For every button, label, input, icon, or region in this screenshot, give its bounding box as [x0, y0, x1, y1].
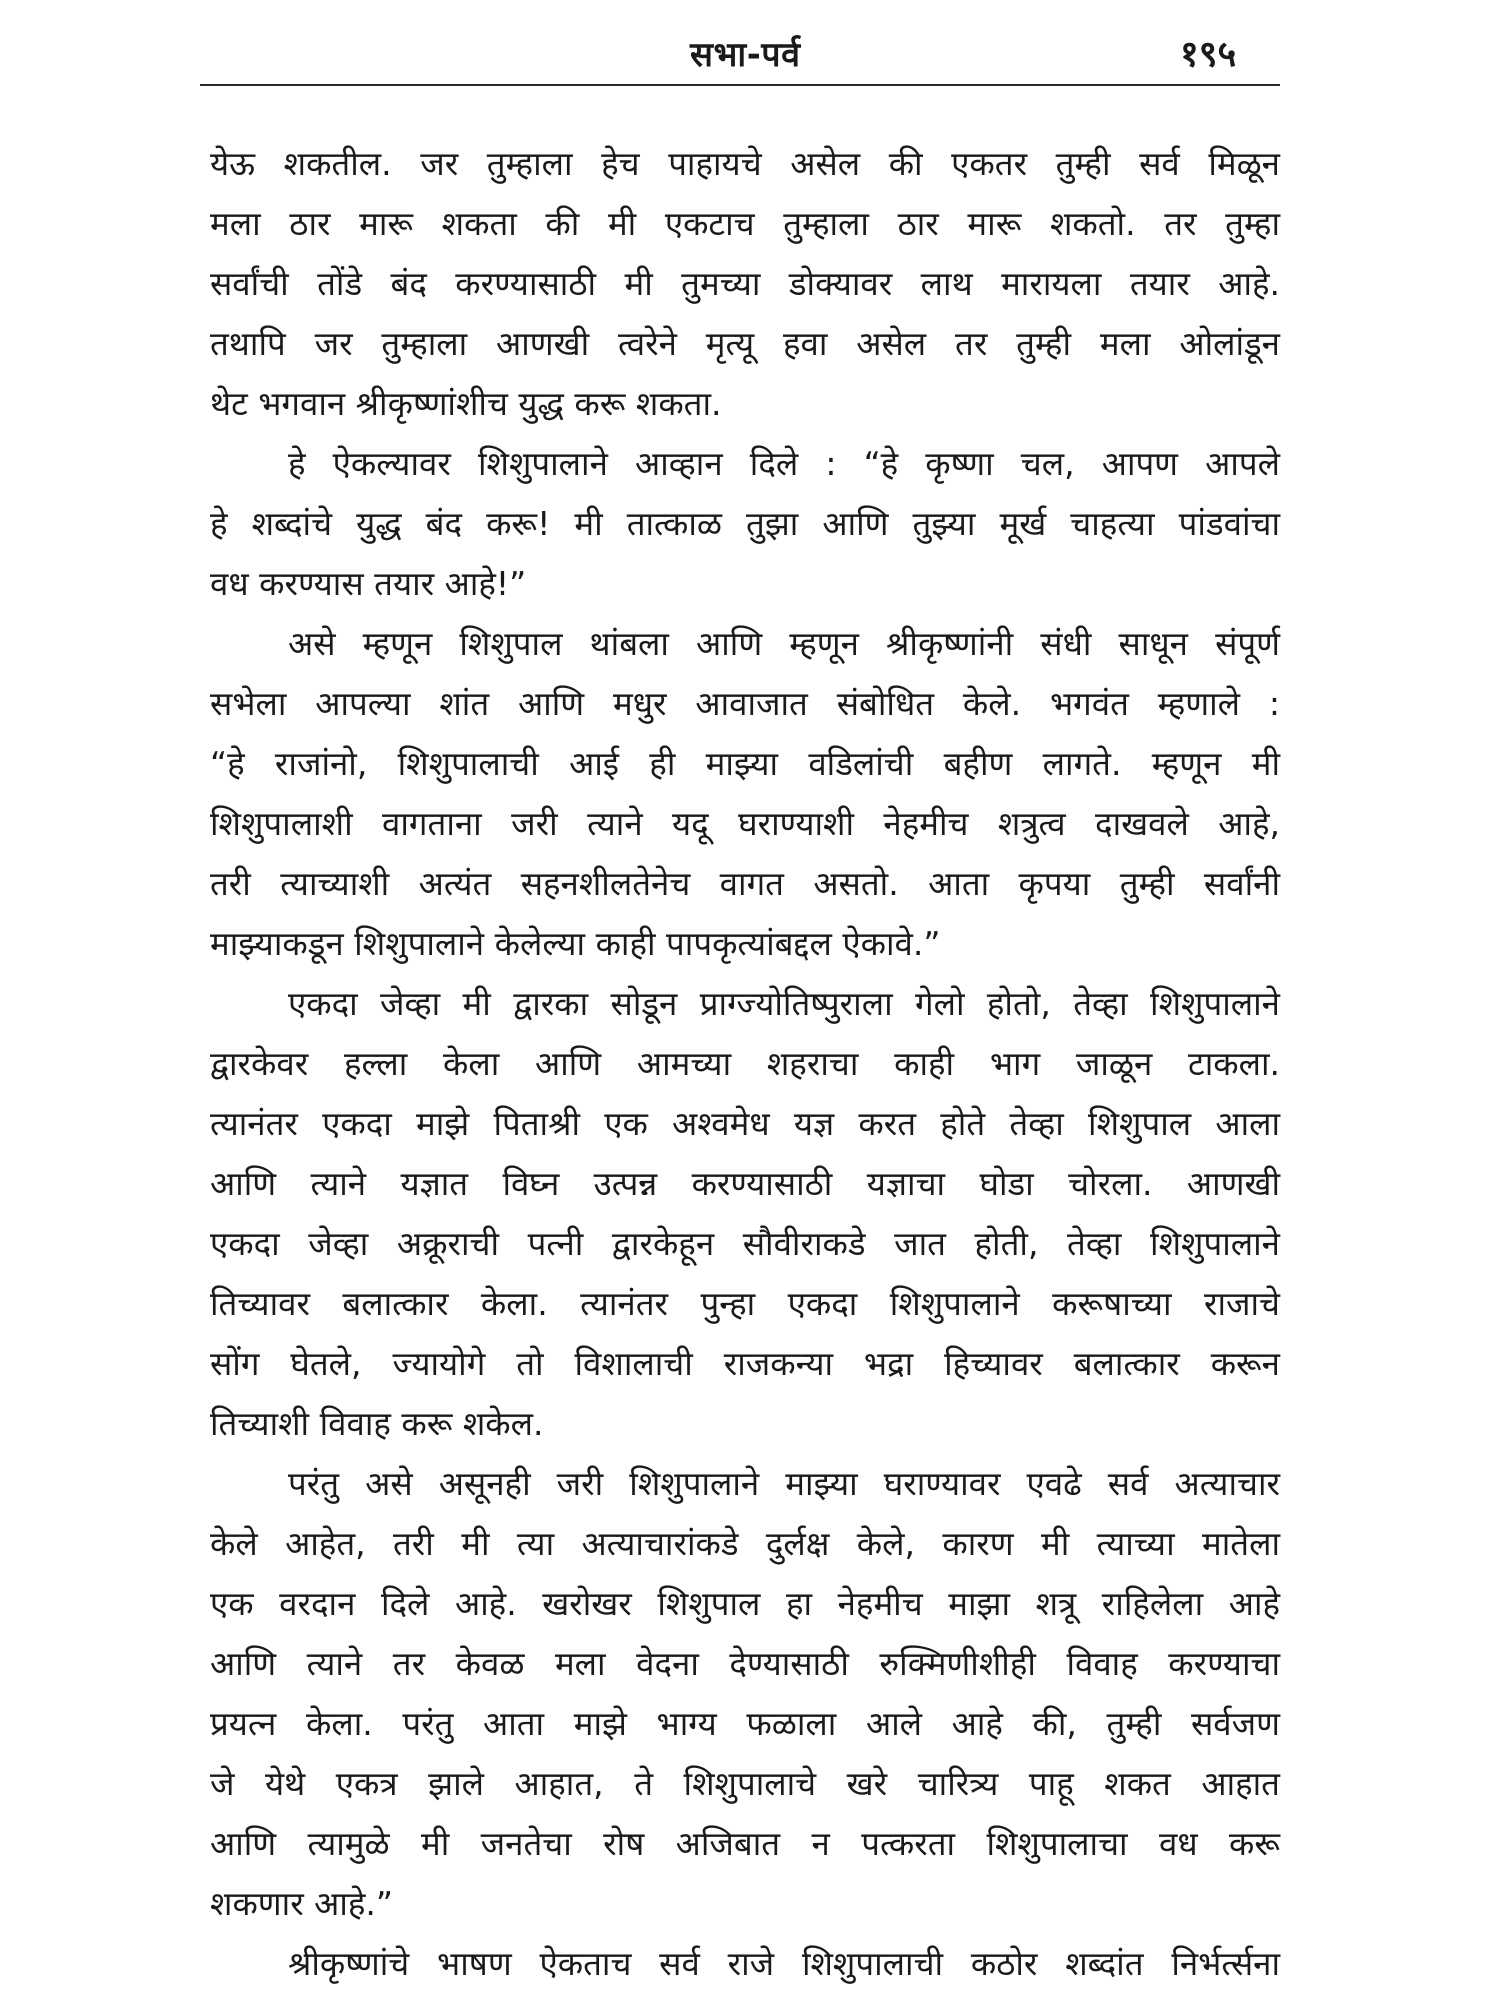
page-number: १९५ — [1180, 34, 1237, 75]
chapter-title: सभा-पर्व — [690, 35, 801, 75]
text-line: वध करण्यास तयार आहे!” — [210, 564, 527, 603]
text-line: हे शब्दांचे युद्ध बंद करू! मी तात्काळ तुझा आणि तुझ्या मूर्ख चाहत्या पांडवांचा — [210, 504, 1280, 543]
header-rule — [200, 84, 1280, 86]
text-line: तथापि जर तुम्हाला आणखी त्वरेने मृत्यू हवा असेल तर तुम्ही मला ओलांडून — [210, 324, 1280, 363]
text-line: सोंग घेतले, ज्यायोगे तो विशालाची राजकन्या भद्रा हिच्यावर बलात्कार करून — [210, 1344, 1280, 1383]
text-line: शिशुपालाशी वागताना जरी त्याने यदू घराण्याशी नेहमीच शत्रुत्व दाखवले आहे, — [210, 804, 1280, 843]
text-line: मला ठार मारू शकता की मी एकटाच तुम्हाला ठार मारू शकतो. तर तुम्हा — [210, 204, 1280, 243]
text-line: शकणार आहे.” — [210, 1884, 394, 1923]
paragraph-start-line: एकदा जेव्हा मी द्वारका सोडून प्राग्ज्योतिष्पुराला गेलो होतो, तेव्हा शिशुपालाने — [288, 984, 1280, 1023]
text-line: माझ्याकडून शिशुपालाने केलेल्या काही पापकृत्यांबद्दल ऐकावे.” — [210, 924, 941, 963]
text-line: एक वरदान दिले आहे. खरोखर शिशुपाल हा नेहमीच माझा शत्रू राहिलेला आहे — [210, 1584, 1280, 1623]
text-line: केले आहेत, तरी मी त्या अत्याचारांकडे दुर्लक्ष केले, कारण मी त्याच्या मातेला — [210, 1524, 1280, 1563]
text-line: थेट भगवान श्रीकृष्णांशीच युद्ध करू शकता. — [210, 384, 722, 423]
text-line: प्रयत्न केला. परंतु आता माझे भाग्य फळाला आले आहे की, तुम्ही सर्वजण — [210, 1704, 1280, 1743]
text-line: आणि त्याने तर केवळ मला वेदना देण्यासाठी रुक्मिणीशीही विवाह करण्याचा — [210, 1644, 1280, 1683]
text-line: जे येथे एकत्र झाले आहात, ते शिशुपालाचे खरे चारित्र्य पाहू शकत आहात — [210, 1764, 1280, 1803]
text-line: येऊ शकतील. जर तुम्हाला हेच पाहायचे असेल की एकतर तुम्ही सर्व मिळून — [210, 144, 1280, 183]
paragraph-start-line: हे ऐकल्यावर शिशुपालाने आव्हान दिले : “हे कृष्णा चल, आपण आपले — [288, 444, 1280, 483]
body-text — [210, 134, 1280, 1994]
text-line: तरी त्याच्याशी अत्यंत सहनशीलतेनेच वागत असतो. आता कृपया तुम्ही सर्वांनी — [210, 864, 1280, 903]
text-line: सर्वांची तोंडे बंद करण्यासाठी मी तुमच्या डोक्यावर लाथ मारायला तयार आहे. — [210, 264, 1280, 303]
text-line: आणि त्यामुळे मी जनतेचा रोष अजिबात न पत्करता शिशुपालाचा वध करू — [210, 1824, 1280, 1863]
text-line: एकदा जेव्हा अक्रूराची पत्नी द्वारकेहून सौवीराकडे जात होती, तेव्हा शिशुपालाने — [210, 1224, 1280, 1263]
paragraph-start-line: श्रीकृष्णांचे भाषण ऐकताच सर्व राजे शिशुपालाची कठोर शब्दांत निर्भर्त्सना — [288, 1944, 1280, 1983]
text-line: तिच्याशी विवाह करू शकेल. — [210, 1404, 544, 1443]
text-line: आणि त्याने यज्ञात विघ्न उत्पन्न करण्यासाठी यज्ञाचा घोडा चोरला. आणखी — [210, 1164, 1280, 1203]
text-line: “हे राजांनो, शिशुपालाची आई ही माझ्या वडिलांची बहीण लागते. म्हणून मी — [210, 744, 1280, 783]
text-line: त्यानंतर एकदा माझे पिताश्री एक अश्वमेध यज्ञ करत होते तेव्हा शिशुपाल आला — [210, 1104, 1280, 1143]
paragraph-start-line: परंतु असे असूनही जरी शिशुपालाने माझ्या घराण्यावर एवढे सर्व अत्याचार — [288, 1464, 1280, 1503]
text-line: द्वारकेवर हल्ला केला आणि आमच्या शहराचा काही भाग जाळून टाकला. — [210, 1044, 1280, 1083]
paragraph-start-line: असे म्हणून शिशुपाल थांबला आणि म्हणून श्रीकृष्णांनी संधी साधून संपूर्ण — [288, 624, 1280, 663]
text-line: तिच्यावर बलात्कार केला. त्यानंतर पुन्हा एकदा शिशुपालाने करूषाच्या राजाचे — [210, 1284, 1280, 1323]
running-header — [0, 22, 1500, 82]
text-line: सभेला आपल्या शांत आणि मधुर आवाजात संबोधित केले. भगवंत म्हणाले : — [210, 684, 1280, 723]
